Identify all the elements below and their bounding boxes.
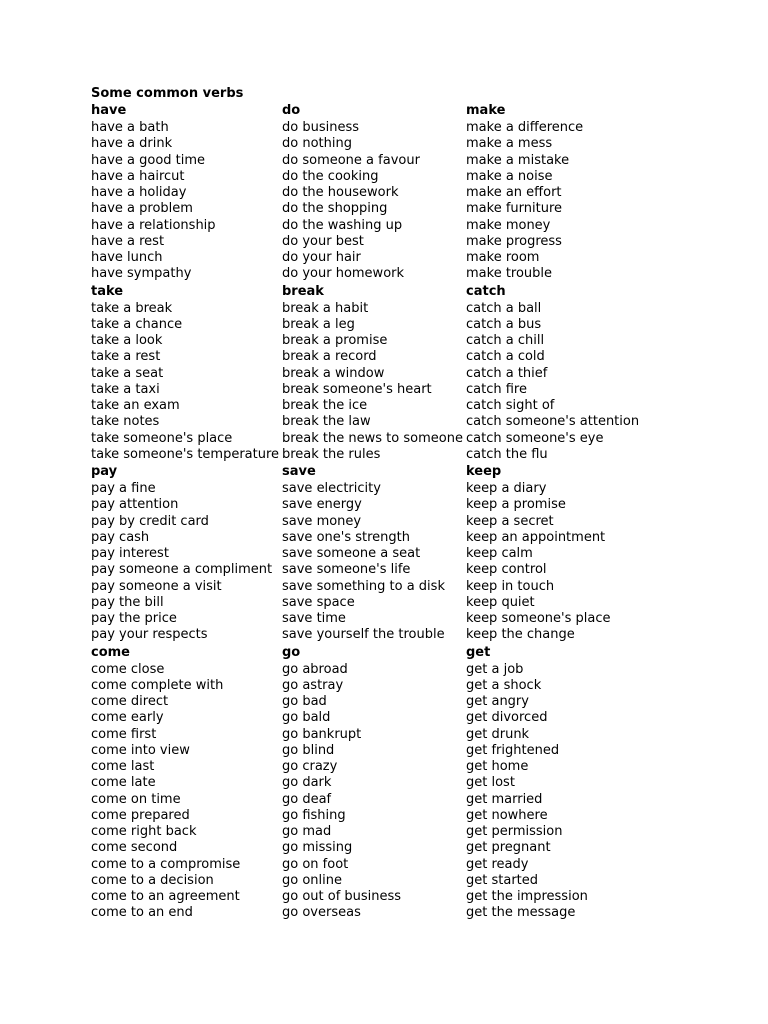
collocation-item: save time: [282, 611, 346, 626]
collocation-item: make progress: [466, 233, 562, 249]
collocation-item: save electricity: [282, 481, 381, 496]
collocation-item: break a window: [282, 365, 385, 381]
collocation-item: catch fire: [466, 381, 527, 397]
collocation-item: go dark: [282, 775, 332, 791]
collocation-item: keep a diary: [466, 481, 547, 496]
collocation-item: break a promise: [282, 333, 388, 348]
collocation-item: come to a compromise: [91, 856, 241, 872]
collocation-item: get married: [466, 791, 543, 807]
collocation-item: do the cooking: [282, 168, 379, 184]
collocation-item: make trouble: [466, 266, 553, 282]
verb-column: [282, 644, 466, 922]
collocation-item: save space: [282, 594, 355, 610]
collocation-item: go missing: [282, 840, 353, 856]
verb-column: [466, 463, 691, 644]
collocation-item: go bald: [282, 710, 331, 726]
collocation-list: [282, 120, 466, 283]
collocation-item: come close: [91, 661, 165, 677]
collocation-item: break the rules: [282, 446, 381, 462]
collocation-item: save someone a seat: [282, 546, 421, 561]
collocation-item: go deaf: [282, 791, 332, 807]
collocation-list: [466, 662, 691, 922]
collocation-item: pay the price: [91, 611, 177, 626]
collocation-item: break the law: [282, 414, 371, 430]
verb-column: [91, 463, 282, 644]
collocation-item: make money: [466, 217, 551, 233]
verb-column: [91, 102, 282, 283]
collocation-item: have a drink: [91, 136, 173, 152]
collocation-item: keep in touch: [466, 578, 555, 594]
collocation-item: save yourself the trouble: [282, 627, 445, 643]
collocation-item: save money: [282, 513, 362, 529]
collocation-item: come second: [91, 840, 178, 856]
collocation-item: get permission: [466, 824, 563, 839]
collocation-item: do someone a favour: [282, 152, 420, 168]
collocation-item: keep a promise: [466, 497, 566, 513]
collocation-item: have a relationship: [91, 217, 216, 233]
verb-heading: make: [466, 103, 506, 118]
collocation-item: have a rest: [91, 233, 165, 249]
collocation-list: [282, 301, 466, 464]
verb-column: [282, 283, 466, 464]
collocation-item: keep calm: [466, 546, 533, 561]
collocation-item: come early: [91, 710, 164, 726]
collocation-item: catch a thief: [466, 365, 548, 381]
collocation-item: take someone's place: [91, 430, 233, 446]
collocation-item: get drunk: [466, 726, 530, 742]
collocation-item: do the shopping: [282, 201, 388, 217]
collocation-item: keep the change: [466, 627, 575, 643]
verb-heading: get: [466, 644, 491, 660]
verb-heading: have: [91, 103, 127, 118]
collocation-list: [91, 481, 282, 644]
collocation-item: make a mistake: [466, 152, 570, 168]
collocation-item: pay someone a compliment: [91, 562, 273, 578]
collocation-item: have a holiday: [91, 185, 187, 200]
collocation-item: go bad: [282, 694, 327, 709]
collocation-item: pay the bill: [91, 594, 164, 610]
collocation-item: make an effort: [466, 185, 562, 200]
collocation-item: go abroad: [282, 661, 348, 677]
collocation-item: pay interest: [91, 546, 169, 561]
collocation-item: do your homework: [282, 266, 405, 282]
verb-column: [282, 463, 466, 644]
collocation-item: save someone's life: [282, 562, 411, 578]
collocation-item: make room: [466, 250, 540, 265]
document-page: [91, 85, 691, 922]
collocation-item: catch sight of: [466, 398, 555, 413]
verb-heading: take: [91, 283, 124, 299]
collocation-item: make a difference: [466, 120, 584, 135]
collocation-item: do business: [282, 120, 359, 135]
collocation-item: get the impression: [466, 889, 588, 904]
collocation-item: catch a cold: [466, 349, 545, 365]
verb-column: [466, 283, 691, 464]
collocation-item: come last: [91, 759, 155, 774]
collocation-item: get angry: [466, 694, 529, 709]
collocation-item: break the ice: [282, 398, 368, 413]
collocation-item: go out of business: [282, 889, 402, 904]
verb-heading: catch: [466, 283, 506, 299]
collocation-item: get nowhere: [466, 807, 548, 823]
collocation-item: have a good time: [91, 152, 206, 168]
collocation-item: make furniture: [466, 201, 563, 217]
collocation-item: get started: [466, 872, 539, 888]
collocation-item: catch a bus: [466, 316, 542, 332]
verb-groups: [91, 102, 691, 922]
collocation-item: make a mess: [466, 136, 553, 152]
collocation-item: go overseas: [282, 905, 361, 921]
collocation-item: get the message: [466, 905, 576, 921]
collocation-item: catch someone's attention: [466, 414, 640, 430]
collocation-item: get a job: [466, 661, 524, 677]
collocation-item: keep control: [466, 562, 547, 578]
collocation-item: pay a fine: [91, 481, 156, 496]
collocation-item: pay someone a visit: [91, 578, 222, 594]
collocation-item: catch a ball: [466, 300, 542, 316]
collocation-item: keep quiet: [466, 594, 535, 610]
collocation-item: break a leg: [282, 316, 355, 332]
verb-heading: pay: [91, 464, 118, 479]
collocation-item: keep someone's place: [466, 611, 611, 626]
collocation-item: go astray: [282, 677, 344, 693]
collocation-item: take a chance: [91, 316, 183, 332]
collocation-item: keep an appointment: [466, 529, 606, 545]
collocation-item: pay cash: [91, 529, 150, 545]
collocation-item: go online: [282, 872, 342, 888]
collocation-item: come prepared: [91, 807, 190, 823]
verb-heading: do: [282, 103, 301, 118]
collocation-item: pay attention: [91, 497, 179, 513]
verb-heading: keep: [466, 464, 502, 479]
collocation-item: break a record: [282, 349, 377, 365]
collocation-item: go crazy: [282, 759, 338, 774]
collocation-item: get divorced: [466, 710, 548, 726]
collocation-item: catch a chill: [466, 333, 545, 348]
collocation-item: go blind: [282, 742, 335, 758]
collocation-item: get a shock: [466, 677, 542, 693]
collocation-item: do your best: [282, 233, 364, 249]
verb-group-row: [91, 463, 691, 644]
collocation-item: get lost: [466, 775, 515, 791]
collocation-item: go fishing: [282, 807, 346, 823]
collocation-list: [466, 481, 691, 644]
collocation-item: go bankrupt: [282, 726, 362, 742]
collocation-list: [466, 301, 691, 464]
collocation-item: take someone's temperature: [91, 446, 280, 462]
collocation-item: get ready: [466, 856, 529, 872]
verb-heading: save: [282, 464, 316, 479]
collocation-item: break the news to someone: [282, 430, 463, 446]
verb-heading: come: [91, 644, 130, 660]
collocation-item: break a habit: [282, 300, 369, 316]
collocation-item: come late: [91, 775, 156, 791]
collocation-item: come into view: [91, 742, 190, 758]
collocation-item: come on time: [91, 791, 181, 807]
collocation-item: come complete with: [91, 677, 224, 693]
verb-column: [466, 102, 691, 283]
collocation-item: take notes: [91, 414, 160, 430]
collocation-item: come right back: [91, 824, 197, 839]
verb-column: [91, 644, 282, 922]
collocation-item: save something to a disk: [282, 578, 445, 594]
collocation-list: [282, 481, 466, 644]
collocation-list: [91, 662, 282, 922]
collocation-item: save energy: [282, 497, 362, 513]
verb-column: [282, 102, 466, 283]
collocation-item: come to a decision: [91, 872, 214, 888]
collocation-item: keep a secret: [466, 513, 554, 529]
collocation-item: have a problem: [91, 201, 193, 217]
collocation-item: take a seat: [91, 365, 164, 381]
collocation-item: take a look: [91, 333, 163, 348]
verb-column: [91, 283, 282, 464]
collocation-item: get home: [466, 759, 529, 774]
collocation-list: [91, 301, 282, 464]
collocation-item: get pregnant: [466, 840, 551, 856]
collocation-item: catch someone's eye: [466, 430, 604, 446]
collocation-item: do the washing up: [282, 217, 403, 233]
collocation-item: have sympathy: [91, 266, 192, 282]
collocation-item: do nothing: [282, 136, 352, 152]
collocation-item: take a break: [91, 300, 173, 316]
verb-group-row: [91, 102, 691, 283]
collocation-item: make a noise: [466, 168, 553, 184]
collocation-item: get frightened: [466, 742, 560, 758]
collocation-item: have a haircut: [91, 168, 185, 184]
verb-group-row: [91, 644, 691, 922]
collocation-item: take a taxi: [91, 381, 160, 397]
collocation-item: have a bath: [91, 120, 169, 135]
collocation-item: have lunch: [91, 250, 163, 265]
collocation-item: come to an end: [91, 905, 193, 921]
collocation-list: [466, 120, 691, 283]
collocation-item: take a rest: [91, 349, 161, 365]
collocation-item: come first: [91, 726, 157, 742]
collocation-item: go mad: [282, 824, 332, 839]
verb-column: [466, 644, 691, 922]
document-title: Some common verbs: [91, 86, 244, 101]
collocation-item: pay by credit card: [91, 513, 209, 529]
collocation-item: pay your respects: [91, 627, 208, 643]
verb-group-row: [91, 283, 691, 464]
collocation-item: save one's strength: [282, 529, 410, 545]
collocation-item: catch the flu: [466, 446, 548, 462]
verb-heading: break: [282, 283, 324, 299]
collocation-item: go on foot: [282, 856, 349, 872]
collocation-item: take an exam: [91, 398, 180, 413]
collocation-list: [282, 662, 466, 922]
collocation-item: come to an agreement: [91, 889, 240, 904]
collocation-item: break someone's heart: [282, 381, 432, 397]
verb-heading: go: [282, 644, 301, 660]
collocation-item: do the housework: [282, 185, 399, 200]
collocation-item: do your hair: [282, 250, 361, 265]
collocation-item: come direct: [91, 694, 169, 709]
collocation-list: [91, 120, 282, 283]
